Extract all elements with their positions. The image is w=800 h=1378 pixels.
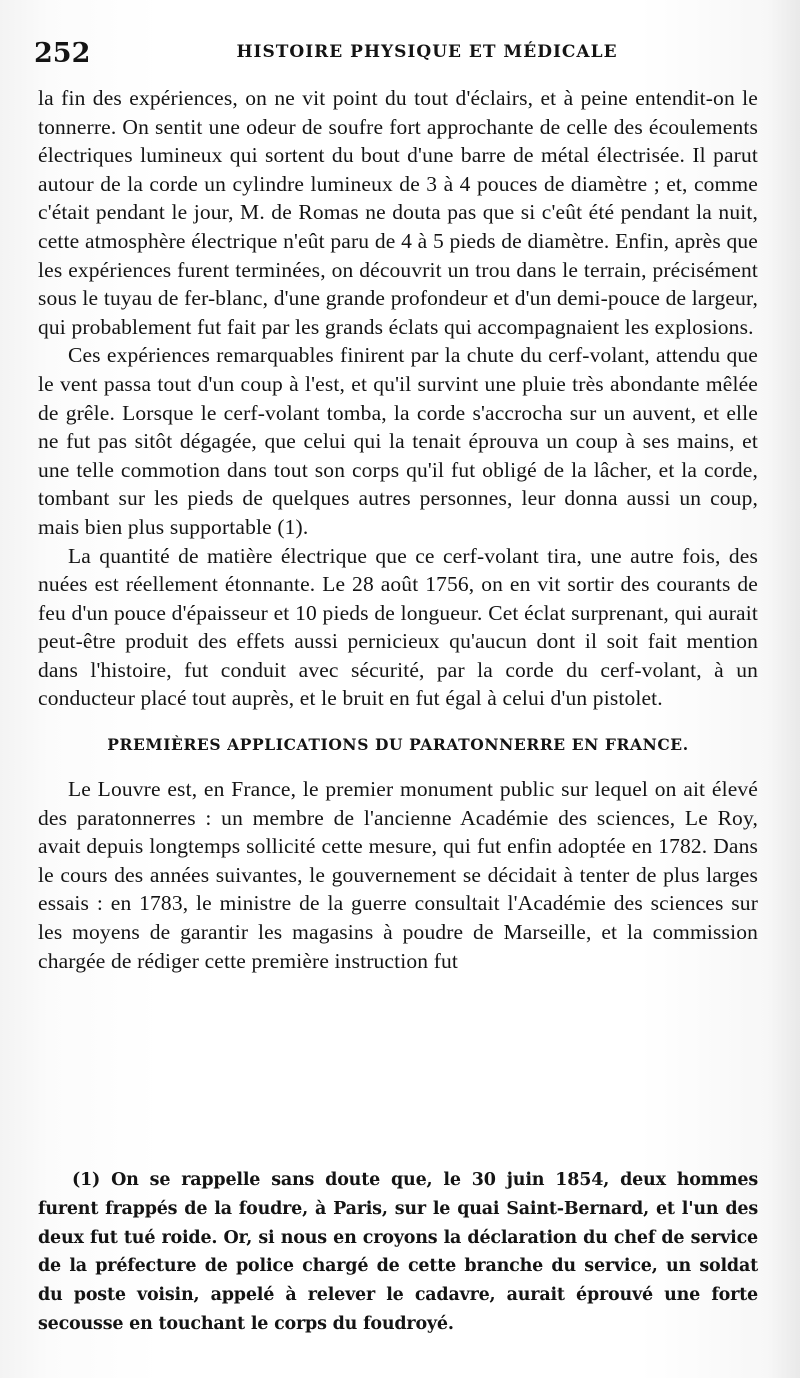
section-heading: PREMIÈRES APPLICATIONS DU PARATONNERRE EN FRANCE. xyxy=(107,735,689,755)
footnote xyxy=(38,1166,758,1339)
paragraph: Ces expériences remarquables finirent par la chute du cerf-volant, attendu que le vent passa tout d'un coup à l'est, et qu'il survint une pluie très abondante mêlée de grêle. Lorsque le cerf-volant tomba, la corde s'accrocha sur un auvent, et elle ne fut pas sitôt dégagée, que celui qui la tenait éprouva un coup à ses mains, et une telle commotion dans tout son corps qu'il fut obligé de la lâcher, et la corde, tombant sur les pieds de quelques autres personnes, leur donna aussi un coup, mais bien plus supportable (1). xyxy=(38,343,758,539)
paragraph: Le Louvre est, en France, le premier monument public sur lequel on ait élevé des paratonnerres : un membre de l'ancienne Académie des sciences, Le Roy, avait depuis longtemps sollicité cette mesure, qui fut enfin adoptée en 1782. Dans le cours des années suivantes, le gouvernement se décidait à tenter de plus larges essais : en 1783, le ministre de la guerre consultait l'Académie des sciences sur les moyens de garantir les magasins à poudre de Marseille, et la commission chargée de rédiger cette première instruction fut xyxy=(38,777,758,973)
paragraph: La quantité de matière électrique que ce cerf-volant tira, une autre fois, des nuées est réellement étonnante. Le 28 août 1756, on en vit sortir des courants de feu d'un pouce d'épaisseur et 10 pieds de longueur. Cet éclat surprenant, qui aurait peut-être produit des effets aussi pernicieux qu'aucun dont il soit fait mention dans l'histoire, fut conduit avec sécurité, par la corde du cerf-volant, à un conducteur placé tout auprès, et le bruit en fut égal à celui d'un pistolet. xyxy=(38,543,758,711)
page-header xyxy=(34,38,760,72)
running-head: HISTOIRE PHYSIQUE ET MÉDICALE xyxy=(236,42,618,62)
footnote-text: (1) On se rappelle sans doute que, le 30 juin 1854, deux hommes furent frappés de la foudre, à Paris, sur le quai Saint-Bernard, et l'un des deux fut tué roide. Or, si nous en croyons la déclaration du chef de service de la préfecture de police chargé de cette branche du service, un soldat du poste voisin, appelé à relever le cadavre, aurait éprouvé une forte secousse en touchant le corps du foudroyé. xyxy=(38,1170,758,1334)
paragraph: la fin des expériences, on ne vit point du tout d'éclairs, et à peine entendit-on le tonnerre. On sentit une odeur de soufre fort approchante de celle des écoulements électriques lumineux qui sortent du bout d'une barre de métal électrisée. Il parut autour de la corde un cylindre lumineux de 3 à 4 pouces de diamètre ; et, comme c'était pendant le jour, M. de Romas ne douta pas que si c'eût été pendant la nuit, cette atmosphère électrique n'eût paru de 4 à 5 pieds de diamètre. Enfin, après que les expériences furent terminées, on découvrit un trou dans le terrain, précisément sous le tuyau de fer-blanc, d'une grande profondeur et d'un demi-pouce de largeur, qui probablement fut fait par les grands éclats qui accompagnaient les explosions. xyxy=(38,86,758,339)
main-text xyxy=(38,84,758,975)
page-number: 252 xyxy=(34,38,91,69)
